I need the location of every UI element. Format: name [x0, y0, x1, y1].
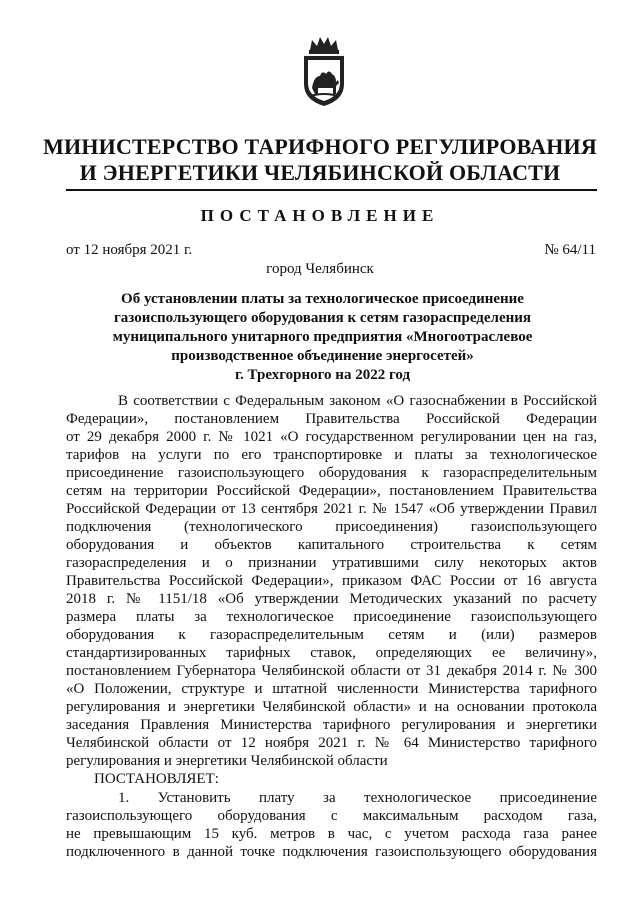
body-line: регулирования и энергетики Челябинской области [66, 753, 388, 769]
body-line: присоединение газоиспользующего оборудования к газораспределительным [66, 465, 597, 481]
title-line: Об установлении платы за технологическое присоединение [121, 291, 524, 307]
body-line: оборудования и объектов капитального строительства к сетям [66, 537, 597, 553]
body-line: регулирования и энергетики Челябинской области» и на основании протокола [66, 699, 597, 715]
body-line: заседания Правления Министерства тарифного регулирования и энергетики [66, 717, 597, 733]
body-line: «О Положении, структуре и штатной численности Министерства тарифного [66, 681, 597, 697]
title-line: г. Трехгорного на 2022 год [234, 367, 411, 383]
point1-line: 1. Установить плату за технологическое присоединение [118, 790, 597, 806]
document-type: ПОСТАНОВЛЕНИЕ [200, 206, 440, 225]
document-date: от 12 ноября 2021 г. [66, 242, 193, 258]
title-line: производственное объединение энергосетей» [171, 348, 474, 364]
title-line: газоиспользующего оборудования к сетям газораспределения [113, 310, 532, 326]
body-line: Российской Федерации от 13 сентября 2021 г. № 1547 «Об утверждении Правил [66, 501, 597, 517]
point1-line: газоиспользующего оборудования с максимальным расходом газа, [66, 808, 597, 824]
body-line: Правительства Российской Федерации», приказом ФАС России от 16 августа [66, 573, 597, 589]
body-line: оборудования к газораспределительным сетям и (или) размеров [66, 627, 597, 643]
document-title [110, 290, 535, 385]
body-line: газораспределения и о признании утратившими силу некоторых актов [66, 555, 597, 571]
point1-line: подключенного в данной точке подключения газоиспользующего оборудования [66, 844, 597, 860]
body-line: сетям на территории Российской Федерации», постановлением Правительства [66, 483, 597, 499]
body-line: размера платы за технологическое присоединение газоиспользующего [66, 609, 597, 625]
body-line: подключения (технологического присоединения) газоиспользующего [66, 519, 597, 535]
body-line: Федерации», постановлением Правительства Российской Федерации [66, 411, 597, 427]
ministry-name-line1: МИНИСТЕРСТВО ТАРИФНОГО РЕГУЛИРОВАНИЯ [43, 134, 597, 159]
body-line: тарифов на услуги по его транспортировке и платы за технологическое [66, 447, 597, 463]
header-divider [66, 189, 597, 191]
body-line: от 29 декабря 2000 г. № 1021 «О государственном регулировании цен на газ, [66, 429, 597, 445]
ministry-name-line2: И ЭНЕРГЕТИКИ ЧЕЛЯБИНСКОЙ ОБЛАСТИ [79, 160, 561, 185]
postanovlyaet-heading: ПОСТАНОВЛЯЕТ: [94, 771, 219, 787]
body-line: 2018 г. № 1151/18 «Об утверждении Методических указаний по расчету [66, 591, 597, 607]
document-city: город Челябинск [266, 261, 374, 277]
body-line: стандартизированных тарифных ставок, определяющих ее величину», [66, 645, 597, 661]
body-line: постановлением Губернатора Челябинской области от 31 декабря 2014 г. № 300 [66, 663, 597, 679]
coat-of-arms-emblem [298, 36, 350, 108]
body-line: В соответствии с Федеральным законом «О газоснабжении в Российской [118, 393, 597, 409]
title-line: муниципального унитарного предприятия «Многоотраслевое [112, 329, 533, 345]
document-number: № 64/11 [544, 242, 596, 258]
point1-line: не превышающим 15 куб. метров в час, с учетом расхода газа ранее [66, 826, 597, 842]
body-line: Челябинской области от 12 ноября 2021 г. № 64 Министерство тарифного [66, 735, 597, 751]
